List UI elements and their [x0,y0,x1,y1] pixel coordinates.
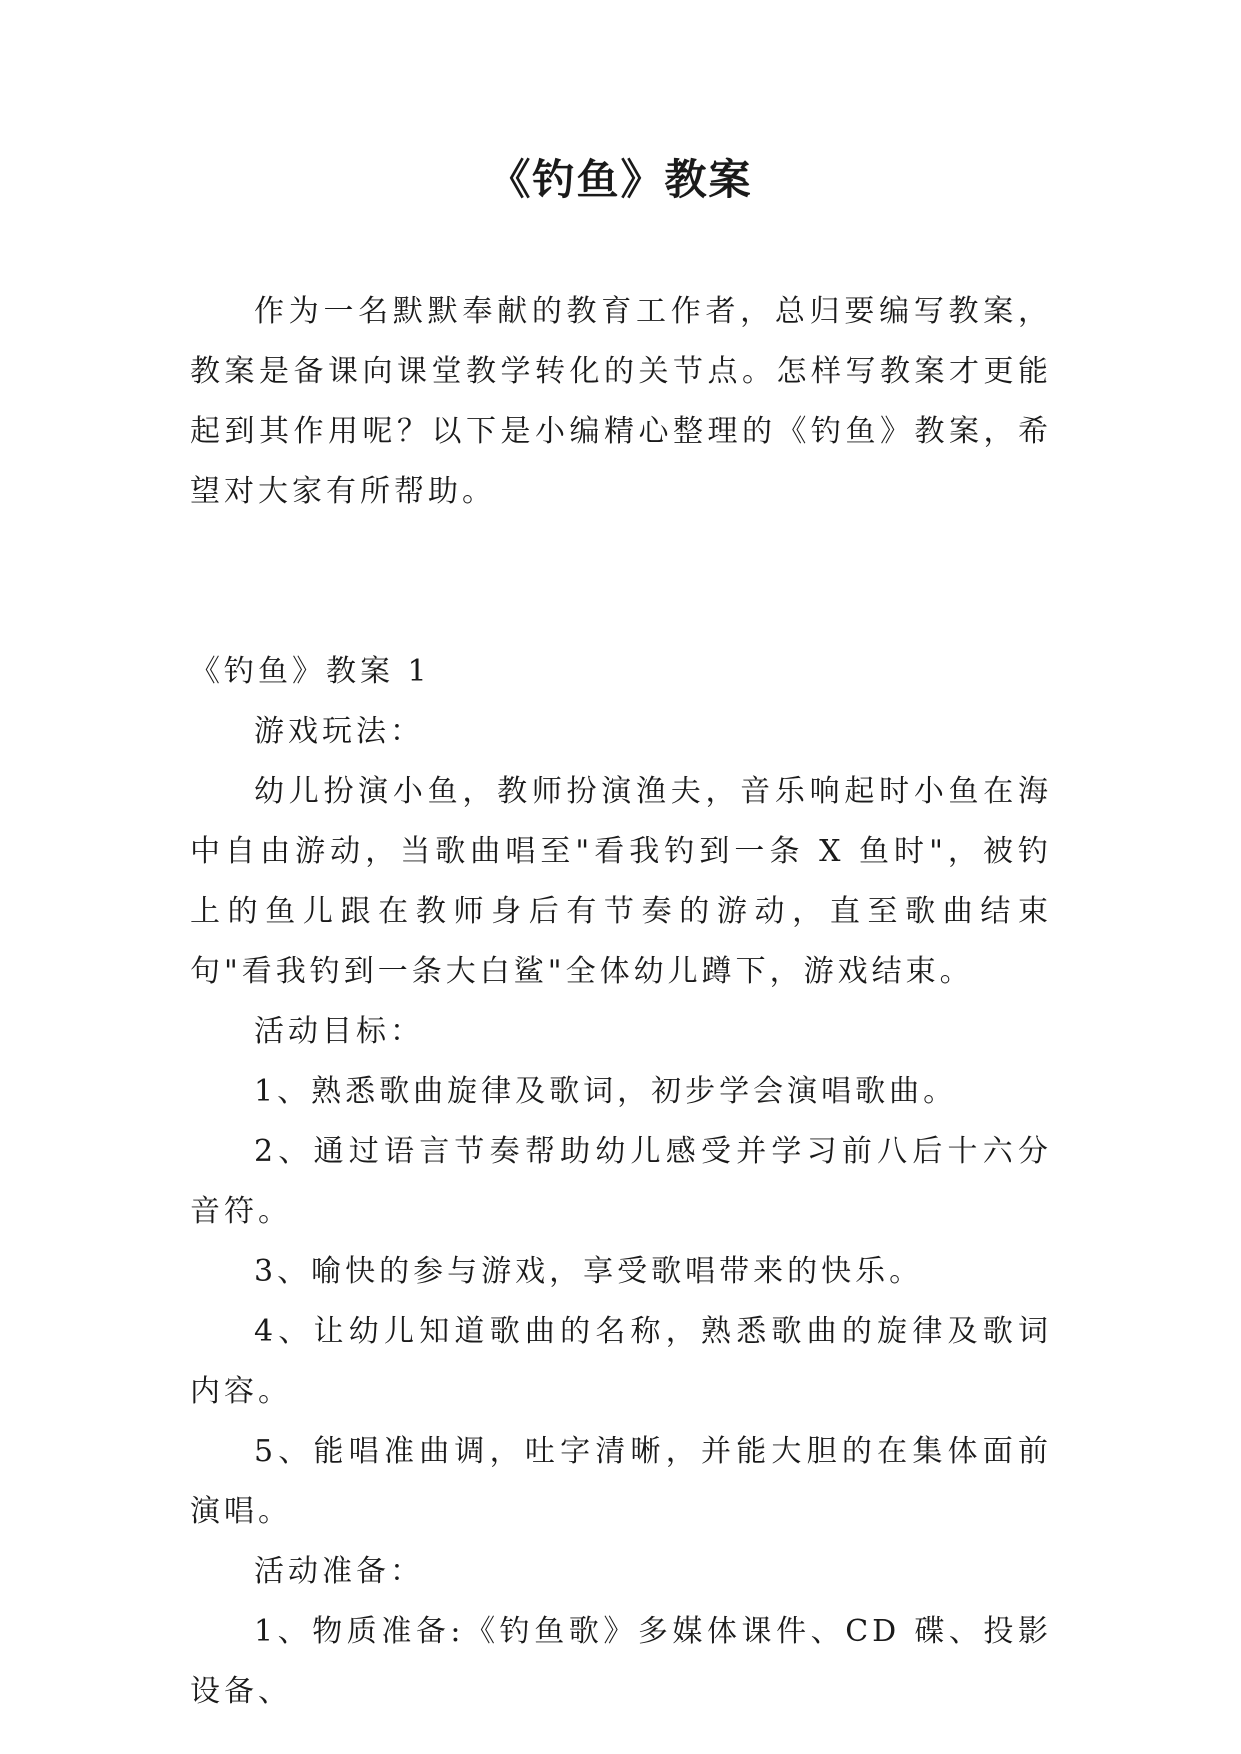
prep-label: 活动准备： [254,1554,424,1589]
goals-label: 活动目标： [254,1014,424,1049]
section-spacer [190,522,1052,642]
goal-item: 5、能唱准曲调，吐字清晰，并能大胆的在集体面前演唱。 [190,1434,1052,1529]
document-body [190,282,1052,1722]
game-label: 游戏玩法： [254,714,424,749]
document-title: 《钓鱼》教案 [488,155,753,204]
prep-item: 1、物质准备:《钓鱼歌》多媒体课件、CD 碟、投影设备、 [190,1614,1052,1709]
goal-item: 3、喻快的参与游戏，享受歌唱带来的快乐。 [254,1254,924,1289]
game-paragraph: 幼儿扮演小鱼，教师扮演渔夫，音乐响起时小鱼在海中自由游动，当歌曲唱至"看我钓到一条 X 鱼时"，被钓上的鱼儿跟在教师身后有节奏的游动，直至歌曲结束句"看我钓到一条大白鲨"全体幼儿蹲下，游戏结束。 [190,774,1052,989]
goal-item: 1、熟悉歌曲旋律及歌词，初步学会演唱歌曲。 [254,1074,958,1109]
intro-paragraph: 作为一名默默奉献的教育工作者，总归要编写教案，教案是备课向课堂教学转化的关节点。怎样写教案才更能起到其作用呢？以下是小编精心整理的《钓鱼》教案，希望对大家有所帮助。 [190,294,1052,509]
goal-item: 2、通过语言节奏帮助幼儿感受并学习前八后十六分音符。 [190,1134,1052,1229]
section-heading: 《钓鱼》教案 1 [190,654,431,689]
goal-item: 4、让幼儿知道歌曲的名称，熟悉歌曲的旋律及歌词内容。 [190,1314,1052,1409]
